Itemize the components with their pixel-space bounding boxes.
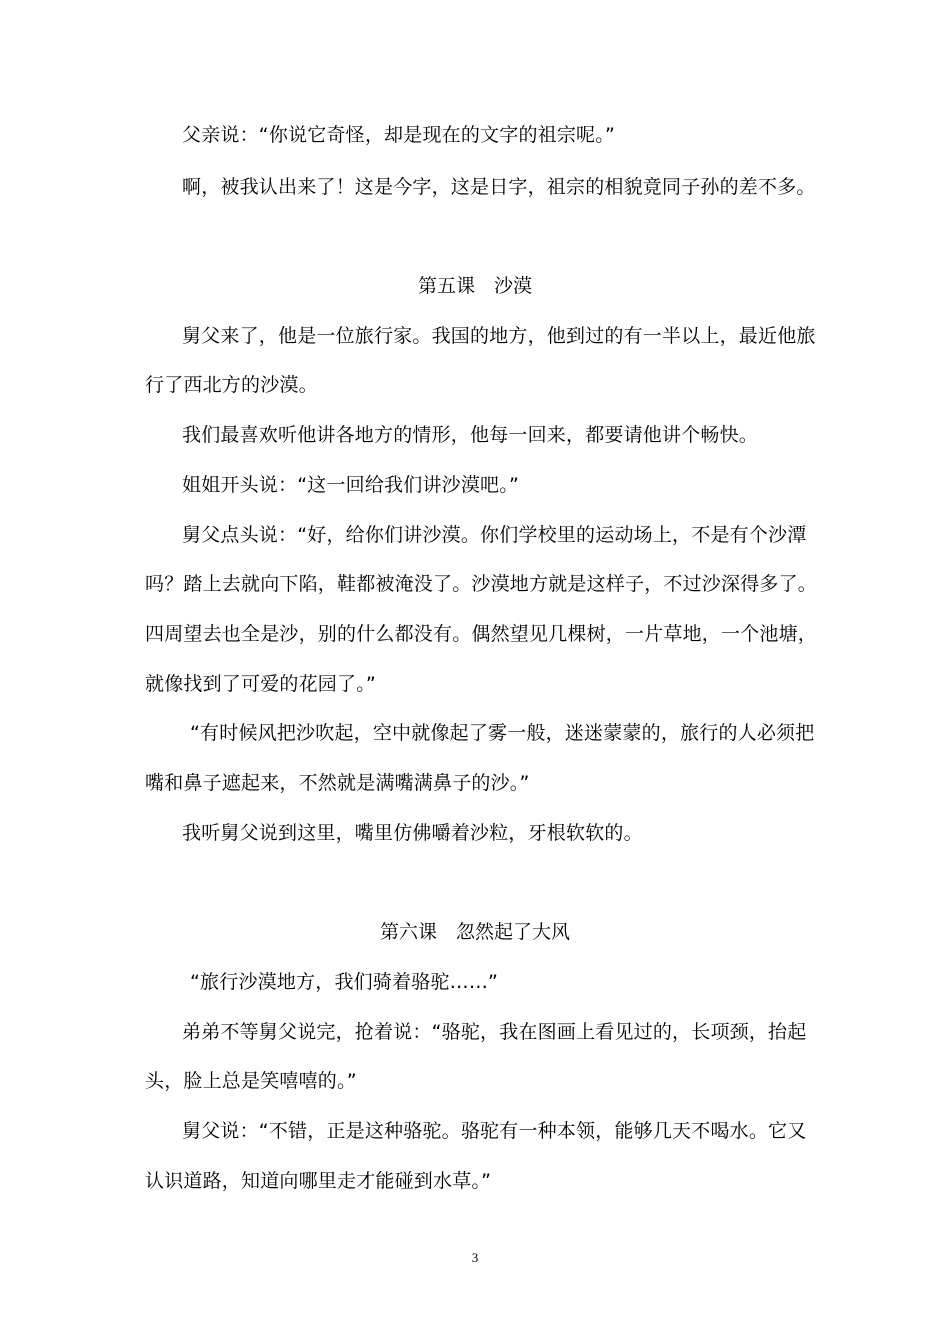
paragraph-line: 行了西北方的沙漠。 bbox=[145, 374, 318, 396]
paragraph-line: 啊，被我认出来了！这是今字，这是日字，祖宗的相貌竟同子孙的差不多。 bbox=[182, 176, 816, 198]
paragraph-line: 头，脸上总是笑嘻嘻的。” bbox=[145, 1070, 357, 1092]
paragraph-line: 父亲说：“你说它奇怪，却是现在的文字的祖宗呢。” bbox=[182, 124, 615, 146]
paragraph-line: “旅行沙漠地方，我们骑着骆驼……” bbox=[190, 971, 499, 993]
paragraph-line: 我们最喜欢听他讲各地方的情形，他每一回来，都要请他讲个畅快。 bbox=[182, 424, 759, 446]
page-number: 3 bbox=[471, 1250, 479, 1265]
paragraph-line: 四周望去也全是沙，别的什么都没有。偶然望见几棵树，一片草地，一个池塘， bbox=[145, 623, 818, 645]
paragraph-line: 嘴和鼻子遮起来，不然就是满嘴满鼻子的沙。” bbox=[145, 772, 530, 794]
paragraph-line: 认识道路，知道向哪里走才能碰到水草。” bbox=[145, 1170, 492, 1192]
paragraph-line: 姐姐开头说：“这一回给我们讲沙漠吧。” bbox=[182, 474, 519, 496]
paragraph-line: 舅父来了，他是一位旅行家。我国的地方，他到过的有一半以上，最近他旅 bbox=[182, 325, 816, 347]
lesson-heading-6: 第六课 忽然起了大风 bbox=[379, 921, 570, 943]
paragraph-line: 吗？踏上去就向下陷，鞋都被淹没了。沙漠地方就是这样子，不过沙深得多了。 bbox=[145, 573, 818, 595]
paragraph-line: 舅父点头说：“好，给你们讲沙漠。你们学校里的运动场上，不是有个沙潭 bbox=[182, 524, 807, 546]
paragraph-line: 我听舅父说到这里，嘴里仿佛嚼着沙粒，牙根软软的。 bbox=[182, 822, 643, 844]
lesson-heading-5: 第五课 沙漠 bbox=[417, 275, 532, 297]
paragraph-line: 弟弟不等舅父说完，抢着说：“骆驼，我在图画上看见过的，长项颈，抬起 bbox=[182, 1021, 807, 1043]
paragraph-line: 舅父说：“不错，正是这种骆驼。骆驼有一种本领，能够几天不喝水。它又 bbox=[182, 1120, 807, 1142]
paragraph-line: 就像找到了可爱的花园了。” bbox=[145, 673, 376, 695]
paragraph-line: “有时候风把沙吹起，空中就像起了雾一般，迷迷蒙蒙的，旅行的人必须把 bbox=[190, 722, 815, 744]
